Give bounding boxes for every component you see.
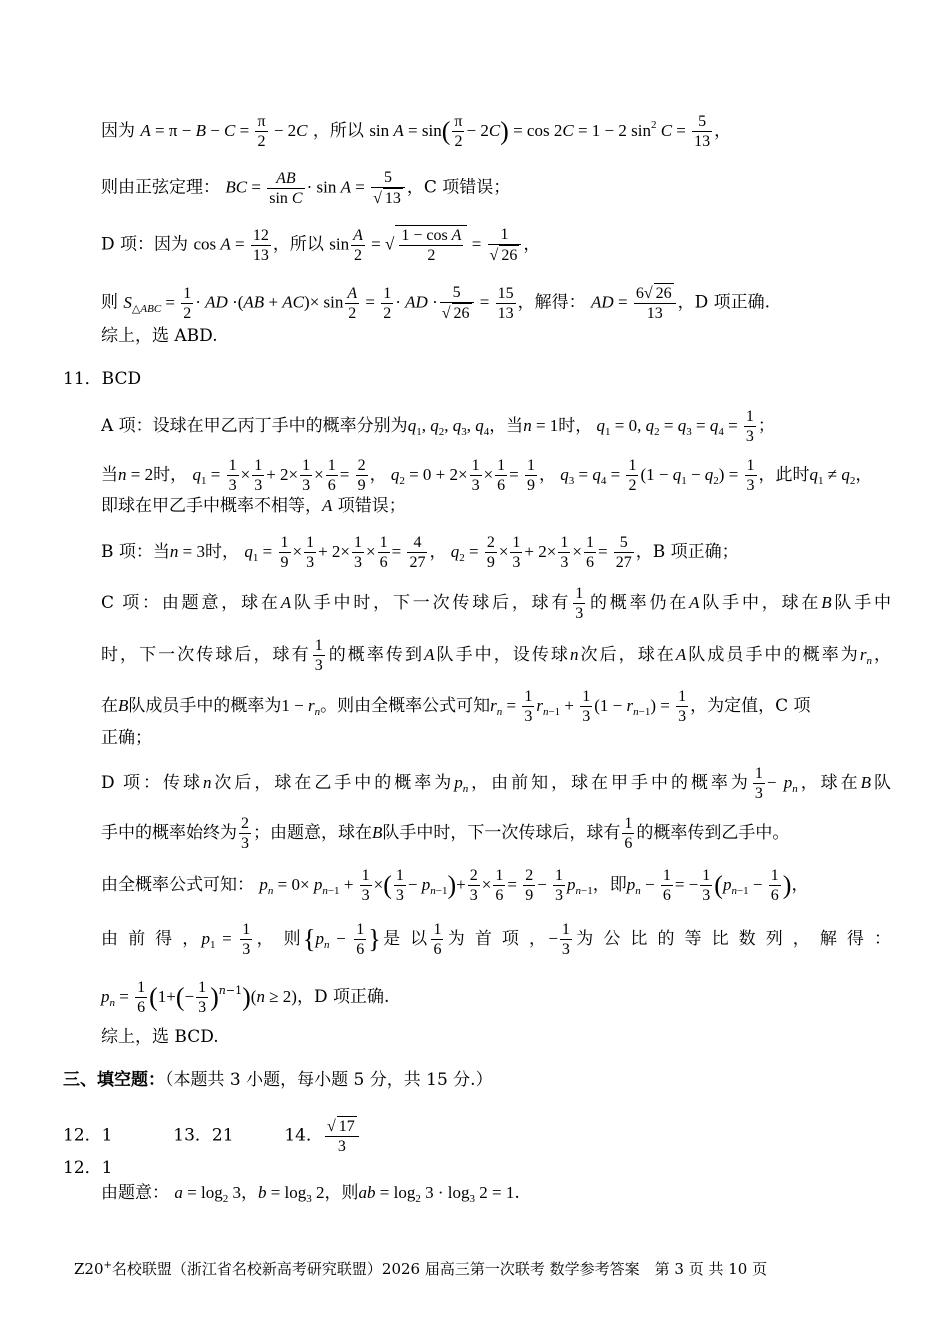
- q11-c-line-1: C 项：由题意，球在A队手中时，下一次传球后，球有 $\frac{1}{3}$ 的概率仍在A队手中，球在B队手中: [101, 585, 892, 622]
- q11-d-line-5: $p_n$ = $\frac{1}{6}$ (1+(− $\frac{1}{3}$ )$^{n-1}$)(n ≥ 2)，D 项正确.: [101, 979, 390, 1016]
- q11-c-line-2: 时，下一次传球后，球有 $\frac{1}{3}$ 的概率传到A队手中，设传球n次后，球在A队成员手中的概率为$r_n$，: [101, 637, 892, 674]
- answers-row: 12．1 13．21 14． $\frac{√ 17}{3}$: [63, 1116, 361, 1156]
- summary-bcd: 综上，选 BCD.: [101, 1027, 219, 1047]
- line-4: 则 $S_{\triangle ABC}$ = $\frac{1}{2}$ · AD ·(AB + AC)× sin $\frac{A}{2}$ = $\frac{1}{2}$ · AD · $\frac{5}{√ 26}$ = $\frac{15}{13}$ ，解得： AD = $\frac{6√ 26}{13}$ ，D 项正确.: [101, 284, 771, 322]
- q11-c-line-4: 正确；: [101, 728, 152, 748]
- q11-d-line-2: 手中的概率始终为 $\frac{2}{3}$ ；由题意，球在B队手中时，下一次传球后，球有 $\frac{1}{6}$ 的概率传到乙手中。: [101, 815, 790, 852]
- q11-b-line: B 项：当n = 3时， $q_1$ = $\frac{1}{9}$ × $\frac{1}{3}$ + 2× $\frac{1}{3}$ × $\frac{1}{6}$ = $\frac{4}{27}$ ， $q_2$ = $\frac{2}{9}$ × $\frac{1}{3}$ + 2× $\frac{1}{3}$ × $\frac{1}{6}$ = $\frac{5}{27}$ ，B 项正确；: [101, 534, 739, 571]
- q11-d-line-1: D 项：传球n次后，球在乙手中的概率为$p_n$，由前知，球在甲手中的概率为 $\frac{1}{3}$ − $p_n$，球在B队: [101, 765, 892, 802]
- summary-abd: 综上，选 ABD.: [101, 326, 218, 346]
- q12-heading: 12．1: [63, 1158, 113, 1178]
- line-1: 因为 A = π − B − C = $\frac{\pi}{2}$ − 2C ，所以 sin A = sin( $\frac{\pi}{2}$ − 2C) = cos 2C = 1 − 2 $\sin^2 C$ = $\frac{5}{13}$ ，: [101, 113, 732, 150]
- page-footer: Z20+名校联盟（浙江省名校新高考研究联盟）2026 届高三第一次联考 数学参考答案 第 3 页 共 10 页: [74, 1260, 768, 1278]
- q11-a-line-1: A 项：设球在甲乙丙丁手中的概率分别为$q_1$, $q_2$, $q_3$, $q_4$，当n = 1时， $q_1 = 0$, $q_2 = q_3 = q_4$ = $\frac{1}{3}$ ；: [101, 408, 775, 445]
- q11-d-line-4: 由 前 得 ，$p_1$ = $\frac{1}{3}$ ， 则{$p_n$ − $\frac{1}{6}$ }是 以 $\frac{1}{6}$ 为 首 项 ，− $\frac{1}{3}$ 为 公 比 的 等 比 数 列 ， 解 得 ：: [101, 921, 891, 958]
- section-3-heading: 三、填空题：（本题共 3 小题，每小题 5 分，共 15 分.）: [63, 1070, 493, 1090]
- q11-a-line-2: 当n = 2时， $q_1$ = $\frac{1}{3}$ × $\frac{1}{3}$ + 2× $\frac{1}{3}$ × $\frac{1}{6}$ = $\frac{2}{9}$ ， $q_2 = 0 + 2\times$ $\frac{1}{3}$ × $\frac{1}{6}$ = $\frac{1}{9}$ ， $q_3 = q_4$ = $\frac{1}{2}$ $(1 - q_1 - q_2)$ = $\frac{1}{3}$ ，此时$q_1 \ne q_2$，: [101, 457, 873, 494]
- q12-solution: 由题意： $a = \log_2 3$，$b = \log_3 2$，则ab = $\log_2 3 \cdot \log_3 2 = 1$.: [101, 1183, 520, 1205]
- q11-d-line-3: 由全概率公式可知： $p_n = 0\times p_{n-1}$ + $\frac{1}{3}$ ×( $\frac{1}{3}$ − $p_{n-1})+$ $\frac{2}{3}$ × $\frac{1}{6}$ = $\frac{2}{9}$ − $\frac{1}{3}$ $p_{n-1}$，即$p_n$ − $\frac{1}{6}$ = − $\frac{1}{3}$ ($p_{n-1}$ − $\frac{1}{6}$ )，: [101, 867, 809, 904]
- q11-c-line-3: 在B队成员手中的概率为$1 - r_n$。则由全概率公式可知$r_n$ = $\frac{1}{3}$ $r_{n-1}$ + $\frac{1}{3}$ $(1 - r_{n-1})$ = $\frac{1}{3}$ ，为定值，C 项: [101, 688, 811, 725]
- q11-a-line-3: 即球在甲乙手中概率不相等，A 项错误；: [101, 496, 406, 516]
- line-3: D 项：因为 cos A = $\frac{12}{13}$ ，所以 sin $\frac{A}{2}$ = √ $\frac{\text{1 − cos A}}{2}$ = $\frac{1}{√ 26}$ ，: [101, 226, 541, 265]
- line-2: 则由正弦定理： BC = $\frac{AB}{\text{sin C}}$ · sin A = $\frac{5}{√ 13}$ ，C 项错误；: [101, 169, 511, 207]
- q11-answer: 11．BCD: [63, 369, 142, 389]
